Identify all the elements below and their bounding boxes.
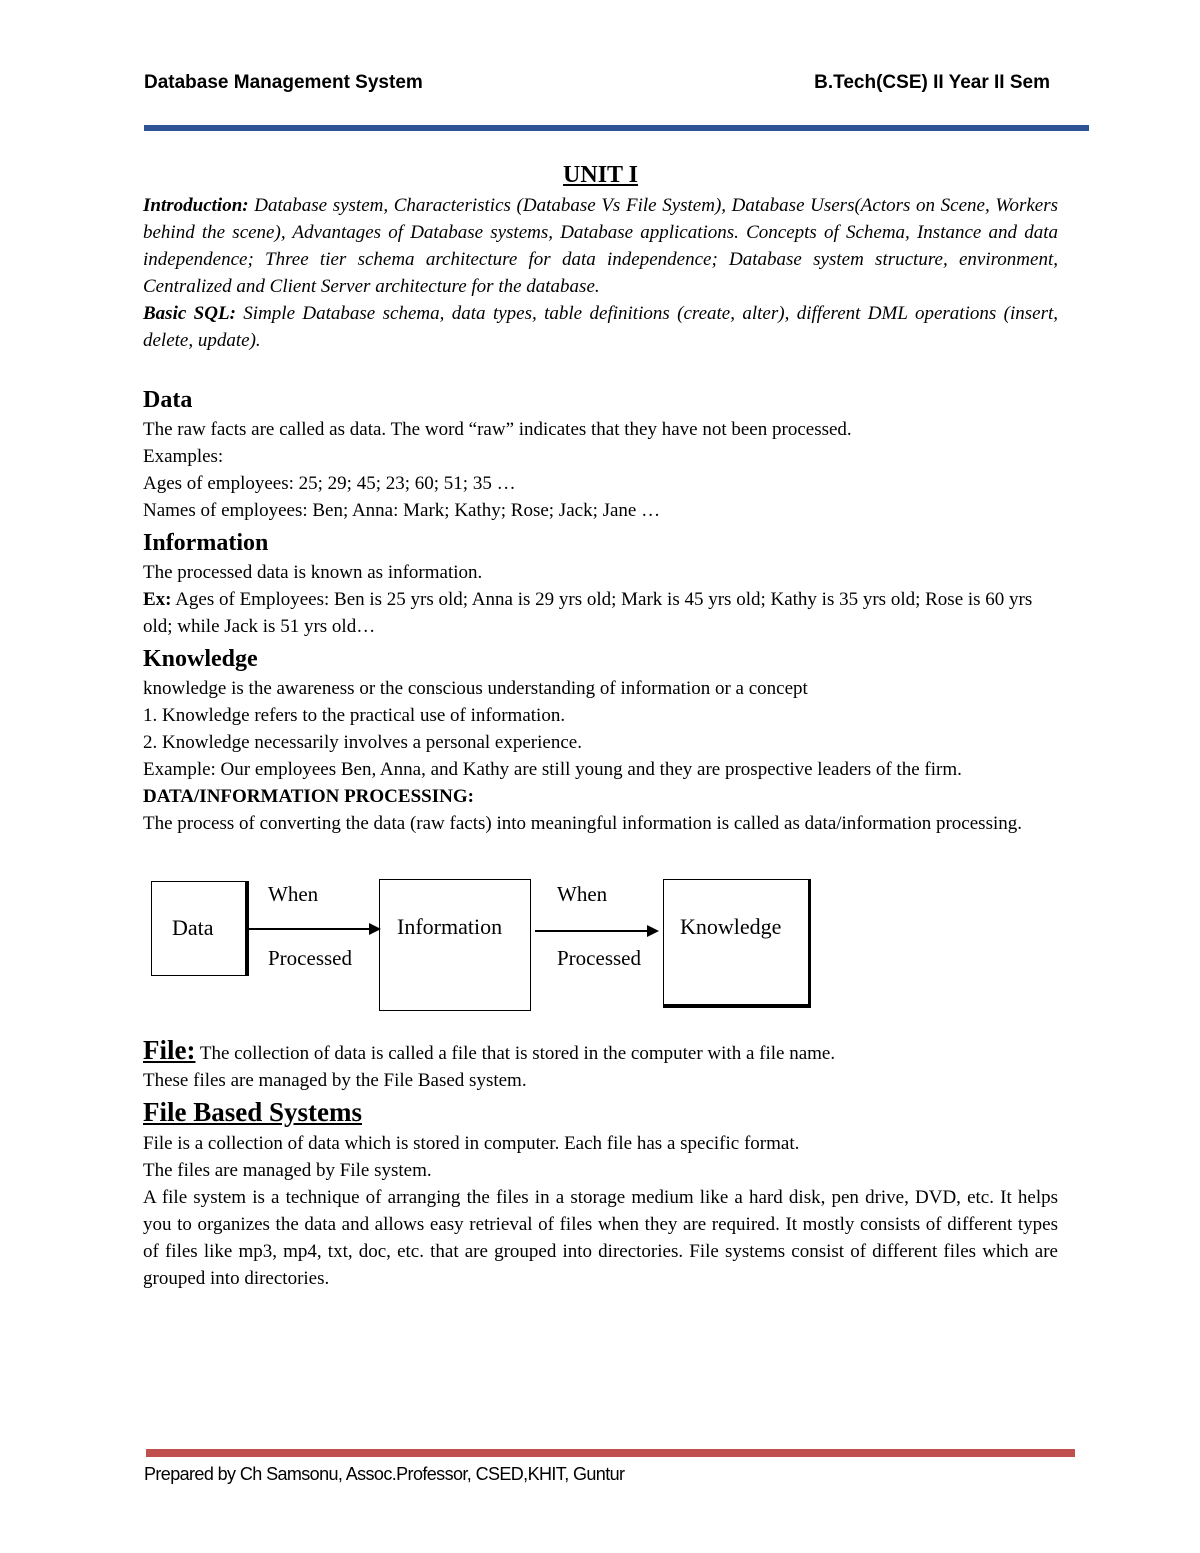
syllabus-basic-sql: [143, 300, 1058, 354]
syllabus-introduction: [143, 192, 1058, 300]
fbs-line-2: The files are managed by File system.: [143, 1160, 432, 1181]
knowledge-example: Example: Our employees Ben, Anna, and Kathy are still young and they are prospective leaders of the firm.: [143, 759, 962, 780]
data-heading: Data: [143, 387, 193, 413]
unit-title: UNIT I: [563, 162, 638, 188]
fbs-paragraph: A file system is a technique of arranging the files in a storage medium like a hard disk, pen drive, DVD, etc. It helps you to organizes the data and allows easy retrieval of files when they are required. It mostly consists of different types of files like mp3, mp4, txt, doc, etc. that are grouped into directories. File systems consist of different files which are grouped into directories.: [143, 1187, 1058, 1289]
footer-rule: [146, 1449, 1075, 1457]
information-definition: The processed data is known as information.: [143, 562, 483, 583]
file-heading: File:: [143, 1035, 196, 1065]
footer-author: Prepared by Ch Samsonu, Assoc.Professor, CSED,KHIT, Guntur: [144, 1464, 625, 1484]
file-based-systems-heading: File Based Systems: [143, 1097, 362, 1127]
information-example: [143, 586, 1058, 640]
ex-text: Ages of Employees: Ben is 25 yrs old; Anna is 29 yrs old; Mark is 45 yrs old; Kathy is 35 yrs old; Rose is 60 yrs old; while Jack is 51 yrs old…: [143, 589, 1033, 637]
diagram-arrow1-processed: Processed: [268, 946, 352, 970]
diagram-arrow2-when: When: [557, 882, 608, 906]
diagram-box-data: [151, 881, 249, 976]
header-program: B.Tech(CSE) II Year II Sem: [814, 72, 1050, 93]
diagram-arrow2-processed: Processed: [557, 946, 641, 970]
data-examples-label: Examples:: [143, 446, 224, 467]
information-heading: Information: [143, 530, 269, 556]
knowledge-point-1: 1. Knowledge refers to the practical use of information.: [143, 705, 566, 726]
fbs-line-1: File is a collection of data which is stored in computer. Each file has a specific format.: [143, 1133, 800, 1154]
data-example-names: Names of employees: Ben; Anna: Mark; Kathy; Rose; Jack; Jane …: [143, 500, 661, 521]
file-managed-line: These files are managed by the File Based system.: [143, 1070, 527, 1091]
knowledge-definition: knowledge is the awareness or the conscious understanding of information or a concept: [143, 678, 808, 699]
processing-diagram: [143, 837, 1058, 1037]
intro-label: Introduction:: [143, 195, 249, 216]
diagram-arrow1-when: When: [268, 882, 319, 906]
page-content: [143, 158, 1058, 1292]
header-course-title: Database Management System: [144, 72, 423, 93]
diagram-box-knowledge: [663, 879, 811, 1008]
sql-text: Simple Database schema, data types, table definitions (create, alter), different DML operations (insert, delete, update).: [143, 303, 1059, 351]
spacer: [143, 354, 1058, 384]
diagram-arrow-2: [533, 919, 663, 943]
ex-label: Ex:: [143, 589, 172, 610]
sql-label: Basic SQL:: [143, 303, 236, 324]
diagram-box-information: [379, 879, 531, 1011]
file-text: The collection of data is called a file that is stored in the computer with a file name.: [195, 1043, 836, 1064]
knowledge-heading: Knowledge: [143, 646, 258, 672]
knowledge-point-2: 2. Knowledge necessarily involves a personal experience.: [143, 732, 582, 753]
file-definition: [143, 1037, 1058, 1067]
diagram-arrow-1: [245, 917, 385, 941]
diagram-label-information: Information: [397, 914, 503, 939]
data-example-ages: Ages of employees: 25; 29; 45; 23; 60; 51; 35 …: [143, 473, 516, 494]
header-rule: [144, 125, 1089, 131]
diagram-label-knowledge: Knowledge: [680, 914, 782, 939]
intro-text: Database system, Characteristics (Database Vs File System), Database Users(Actors on Scene, Workers behind the scene), Advantages of Database systems, Database applications. Concepts of Schema, Instance and data independence; Three tier schema architecture for data independence; Database system structure, environment, Centralized and Client Server architecture for the database.: [143, 195, 1058, 297]
diagram-label-data: Data: [172, 915, 214, 940]
processing-heading: DATA/INFORMATION PROCESSING:: [143, 786, 474, 807]
processing-text: The process of converting the data (raw facts) into meaningful information is called as data/information processing.: [143, 813, 1022, 834]
data-definition: The raw facts are called as data. The word “raw” indicates that they have not been processed.: [143, 419, 852, 440]
